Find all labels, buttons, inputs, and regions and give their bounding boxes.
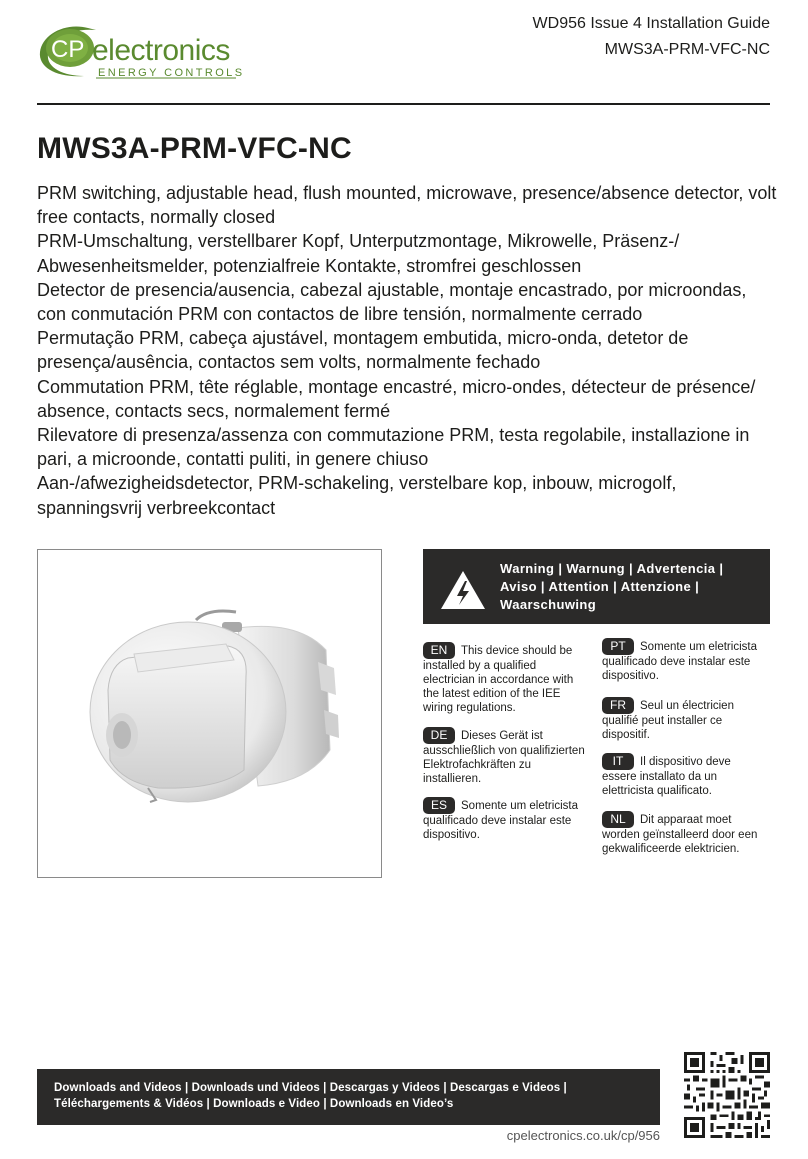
lang-tag-de: DE — [423, 727, 455, 744]
note-en-text: This device should be installed by a qualified electrician in accordance with the latest edition of the IEE wiring regulations. — [423, 645, 574, 714]
lang-tag-en: EN — [423, 642, 455, 659]
header-divider — [37, 103, 770, 105]
downloads-banner[interactable] — [37, 1069, 660, 1125]
description-de: PRM-Umschaltung, verstellbarer Kopf, Unterputzmontage, Mikrowelle, Präsenz-/ Abwesenheitsmelder, potenzialfreie Kontakte, stromfrei geschlossen — [37, 231, 680, 276]
detector-illustration — [38, 550, 381, 877]
electrical-hazard-icon — [439, 569, 487, 611]
document-reference: WD956 Issue 4 Installation Guide — [532, 15, 770, 32]
description-nl: Aan-/afwezigheidsdetector, PRM-schakeling, verstelbare kop, inbouw, microgolf, spanningsvrij verbreekcontact — [37, 473, 677, 518]
lang-tag-nl: NL — [602, 811, 634, 828]
description-fr: Commutation PRM, tête réglable, montage encastré, micro-ondes, détecteur de présence/ absence, contacts secs, normalement fermé — [37, 376, 756, 421]
logo-initials: CP — [51, 36, 85, 63]
lang-tag-fr: FR — [602, 697, 634, 714]
note-nl-text: Dit apparaat moet worden geïnstalleerd door een gekwalificeerde elektricien. — [602, 814, 758, 855]
document-product-code: MWS3A-PRM-VFC-NC — [604, 41, 770, 58]
lang-tag-es: ES — [423, 797, 455, 814]
note-en — [423, 642, 585, 715]
note-fr — [602, 697, 764, 742]
note-pt — [602, 638, 764, 683]
logo-wordmark: electronics — [92, 34, 230, 67]
warning-heading: Warning | Warnung | Advertencia | Aviso | Attention | Attenzione | Waarschuwing — [500, 561, 724, 612]
product-title: MWS3A-PRM-VFC-NC — [37, 132, 352, 165]
downloads-links[interactable]: Downloads and Videos | Downloads und Videos | Descargas y Videos | Descargas e Videos | Téléchargements & Vidéos | Downloads e Video | Downloads en Video’s — [54, 1082, 567, 1110]
website-url[interactable]: cpelectronics.co.uk/cp/956 — [506, 1128, 660, 1143]
note-it — [602, 753, 764, 798]
note-fr-text: Seul un électricien qualifié peut installer ce dispositif. — [602, 700, 734, 741]
note-de — [423, 727, 585, 786]
note-it-text: Il dispositivo deve essere installato da un elettricista qualificato. — [602, 756, 731, 797]
logo-subtitle: ENERGY CONTROLS — [98, 67, 245, 79]
product-descriptions — [37, 181, 777, 520]
note-pt-text: Somente um eletricista qualificado deve instalar este dispositivo. — [602, 641, 757, 682]
lang-tag-it: IT — [602, 753, 634, 770]
description-es: Detector de presencia/ausencia, cabezal ajustable, montaje encastrado, por microondas, con conmutación PRM con contactos de libre tensión, normalmente cerrado — [37, 279, 747, 325]
note-es-text: Somente um eletricista qualificado deve instalar este dispositivo. — [423, 800, 578, 841]
qr-code-icon[interactable] — [684, 1052, 770, 1138]
description-en: PRM switching, adjustable head, flush mounted, microwave, presence/absence detector, volt free contacts, normally closed — [37, 183, 777, 228]
note-nl — [602, 811, 764, 856]
note-es — [423, 797, 585, 842]
lang-tag-pt: PT — [602, 638, 634, 655]
warning-banner — [423, 549, 770, 624]
description-it: Rilevatore di presenza/assenza con commutazione PRM, testa regolabile, installazione in pari, a microonde, contatti puliti, in genere chiuso — [37, 425, 750, 470]
product-photo — [37, 549, 382, 878]
description-pt: Permutação PRM, cabeça ajustável, montagem embutida, micro-onda, detetor de presença/ausência, contactos sem volts, normalmente fechado — [37, 328, 689, 373]
note-de-text: Dieses Gerät ist ausschließlich von qualifizierten Elektrofachkräften zu installieren. — [423, 730, 585, 785]
